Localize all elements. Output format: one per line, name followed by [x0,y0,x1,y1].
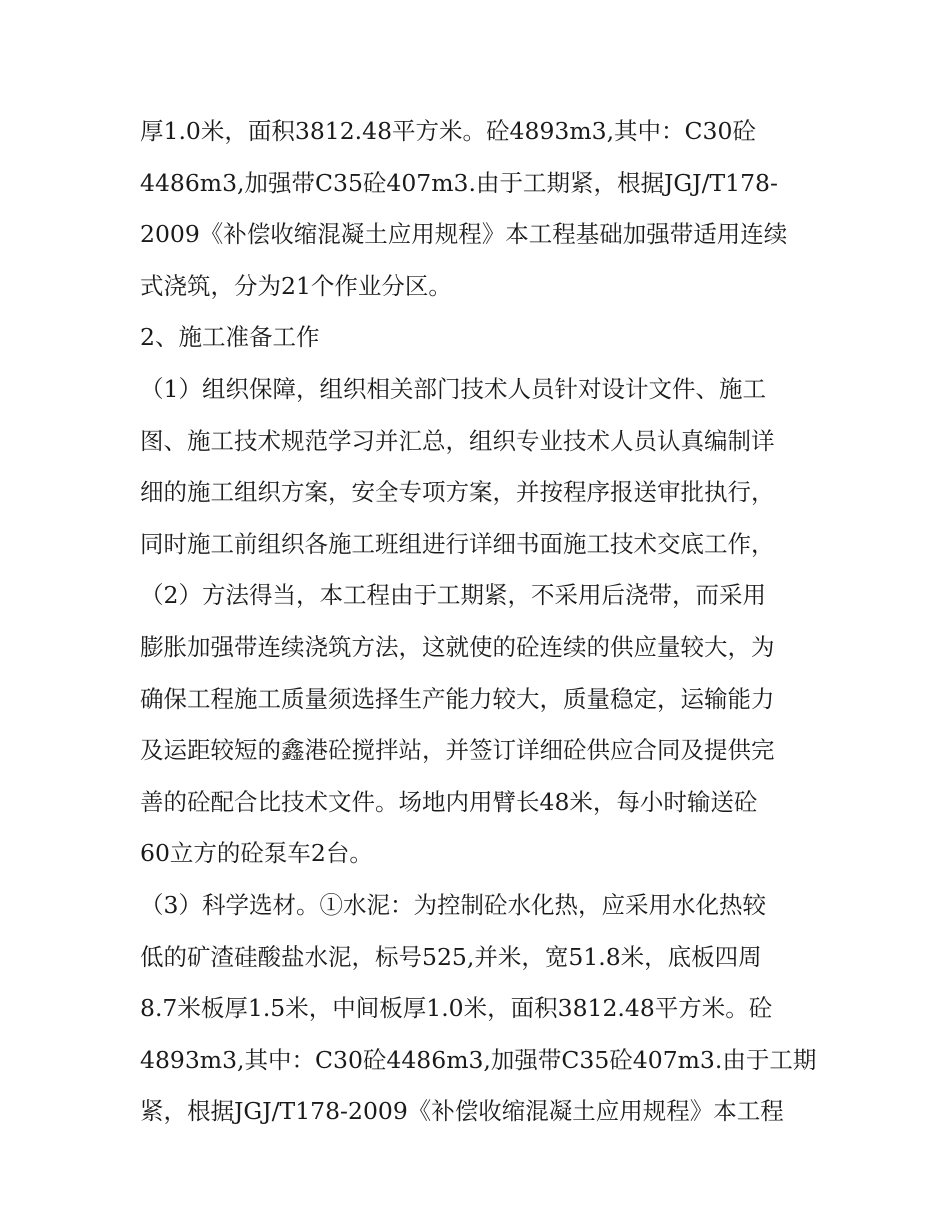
text-line: （3）科学选材。①水泥：为控制砼水化热，应采用水化热较 [140,890,766,919]
text-line: 同时施工前组织各施工班组进行详细书面施工技术交底工作， [140,529,775,558]
text-line: 4893m3,其中：C30砼4486m3,加强带C35砼407m3.由于工期 [140,1045,817,1074]
text-line: 确保工程施工质量须选择生产能力较大，质量稳定，运输能力 [140,684,775,713]
text-line: 60立方的砼泵车2台。 [140,839,373,868]
text-line: 2009《补偿收缩混凝土应用规程》本工程基础加强带适用连续 [140,220,788,249]
text-line: 及运距较短的鑫港砼搅拌站，并签订详细砼供应合同及提供完 [140,736,775,765]
text-line: 式浇筑，分为21个作业分区。 [140,271,452,300]
text-line: （1）组织保障，组织相关部门技术人员针对设计文件、施工 [140,374,766,403]
text-line: 图、施工技术规范学习并汇总，组织专业技术人员认真编制详 [140,426,775,455]
text-line: 紧，根据JGJ/T178-2009《补偿收缩混凝土应用规程》本工程 [140,1097,784,1126]
text-line: 细的施工组织方案，安全专项方案，并按程序报送审批执行， [140,478,775,507]
text-line: 膨胀加强带连续浇筑方法，这就使的砼连续的供应量较大，为 [140,632,775,661]
text-line: 厚1.0米，面积3812.48平方米。砼4893m3,其中：C30砼 [140,117,756,145]
text-line: 善的砼配合比技术文件。场地内用臂长48米，每小时输送砼 [140,787,758,816]
text-line: 4486m3,加强带C35砼407m3.由于工期紧，根据JGJ/T178- [140,168,778,197]
section-heading: 2、施工准备工作 [140,323,320,352]
body-text [140,106,820,1138]
text-line: 低的矿渣硅酸盐水泥，标号525,并米，宽51.8米，底板四周 [140,942,762,971]
text-line: 8.7米板厚1.5米，中间板厚1.0米，面积3812.48平方米。砼 [140,994,773,1023]
text-line: （2）方法得当，本工程由于工期紧，不采用后浇带，而采用 [140,581,766,610]
